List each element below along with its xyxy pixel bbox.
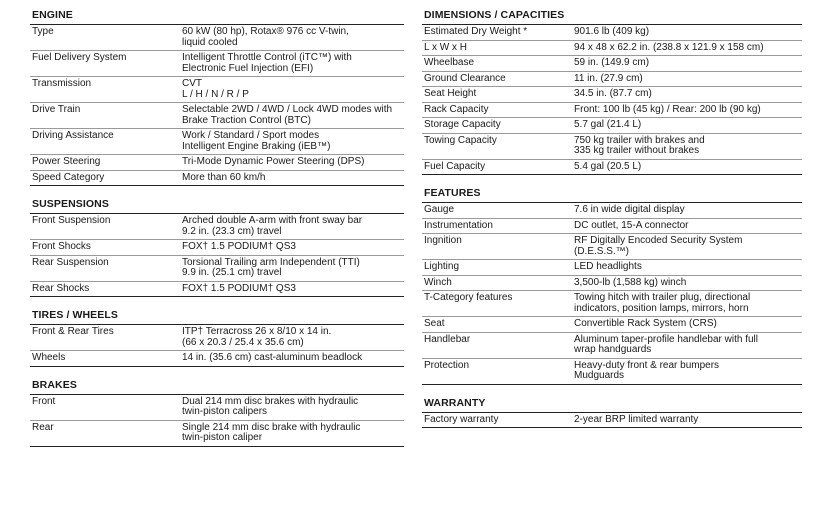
section-title: WARRANTY	[422, 396, 802, 413]
section-engine	[30, 8, 404, 186]
left-column	[30, 8, 404, 458]
spec-row-winch	[422, 276, 802, 292]
spec-label: Storage Capacity	[424, 119, 501, 130]
spec-row-handlebar	[422, 333, 802, 359]
spec-label: Rear	[32, 421, 54, 433]
spec-label: Lighting	[424, 261, 460, 272]
section-brakes	[30, 378, 404, 447]
spec-label: Handlebar	[424, 333, 471, 345]
spec-value: LED headlights	[574, 261, 642, 272]
spec-row-front	[30, 395, 404, 421]
spec-row-rear-suspension	[30, 256, 404, 282]
spec-label: Towing Capacity	[424, 134, 497, 146]
spec-label: Seat	[424, 318, 445, 329]
spec-value: Torsional Trailing arm Independent (TTI) 9.9 in. (25.1 cm) travel	[182, 256, 360, 278]
spec-row-driving-assistance	[30, 129, 404, 155]
spec-value: 2-year BRP limited warranty	[574, 413, 699, 425]
spec-value: 5.7 gal (21.4 L)	[574, 119, 642, 130]
spec-value: 3,500-lb (1,588 kg) winch	[574, 276, 687, 288]
spec-label: Rear Suspension	[32, 256, 109, 268]
spec-row-ingnition	[422, 234, 802, 260]
spec-label: Transmission	[32, 78, 92, 89]
spec-value: FOX† 1.5 PODIUM† QS3	[182, 241, 296, 252]
spec-value: Dual 214 mm disc brakes with hydraulic twin-piston calipers	[182, 395, 359, 417]
spec-label: Gauge	[424, 204, 455, 215]
spec-label: Winch	[424, 276, 452, 288]
section-title: SUSPENSIONS	[30, 197, 404, 214]
spec-label: L x W x H	[424, 41, 467, 53]
spec-label: Fuel Delivery System	[32, 52, 127, 63]
spec-value: 11 in. (27.9 cm)	[574, 72, 643, 84]
spec-value: 59 in. (149.9 cm)	[574, 57, 650, 68]
spec-row-l-x-w-x-h	[422, 41, 802, 57]
spec-label: Wheels	[32, 352, 66, 363]
spec-value: Arched double A-arm with front sway bar 9.2 in. (23.3 cm) travel	[182, 215, 363, 237]
spec-value: 14 in. (35.6 cm) cast-aluminum beadlock	[182, 352, 363, 363]
spec-label: Type	[32, 26, 54, 37]
spec-value: Single 214 mm disc brake with hydraulic twin-piston caliper	[182, 421, 361, 443]
spec-value: Work / Standard / Sport modes Intelligent Engine Braking (iEB™)	[182, 130, 331, 152]
spec-label: Drive Train	[32, 104, 81, 115]
spec-value: CVT L / H / N / R / P	[182, 78, 249, 100]
spec-row-instrumentation	[422, 219, 802, 235]
spec-label: Front Shocks	[32, 241, 91, 252]
spec-row-wheels	[30, 351, 404, 367]
spec-value: Front: 100 lb (45 kg) / Rear: 200 lb (90 kg)	[574, 103, 761, 115]
spec-label: Ingnition	[424, 235, 462, 246]
section-title: FEATURES	[422, 186, 802, 203]
spec-value: Aluminum taper-profile handlebar with full wrap handguards	[574, 333, 758, 355]
spec-row-factory-warranty	[422, 413, 802, 429]
spec-value: 901.6 lb (409 kg)	[574, 26, 650, 37]
spec-row-seat	[422, 317, 802, 333]
spec-value: Tri-Mode Dynamic Power Steering (DPS)	[182, 156, 365, 167]
spec-value: 34.5 in. (87.7 cm)	[574, 88, 652, 99]
spec-label: Front	[32, 395, 56, 407]
spec-value: Heavy-duty front & rear bumpers Mudguards	[574, 359, 720, 381]
spec-row-front-shocks	[30, 240, 404, 256]
spec-row-wheelbase	[422, 56, 802, 72]
spec-value: More than 60 km/h	[182, 171, 266, 183]
section-warranty	[422, 396, 802, 429]
spec-value: 94 x 48 x 62.2 in. (238.8 x 121.9 x 158 cm)	[574, 41, 764, 53]
spec-value: Intelligent Throttle Control (iTC™) with Electronic Fuel Injection (EFI)	[182, 52, 352, 74]
section-tires-wheels	[30, 308, 404, 367]
spec-value: Convertible Rack System (CRS)	[574, 318, 717, 329]
spec-row-rear	[30, 421, 404, 447]
spec-row-t-category-features	[422, 291, 802, 317]
spec-label: Power Steering	[32, 156, 101, 167]
section-title: TIRES / WHEELS	[30, 308, 404, 325]
spec-value: RF Digitally Encoded Security System (D.E.S.S.™)	[574, 235, 743, 257]
spec-row-towing-capacity	[422, 134, 802, 160]
spec-label: T-Category features	[424, 292, 513, 303]
right-column	[422, 8, 802, 439]
spec-value: DC outlet, 15-A connector	[574, 219, 689, 231]
spec-label: Driving Assistance	[32, 130, 114, 141]
section-title: ENGINE	[30, 8, 404, 25]
spec-row-drive-train	[30, 103, 404, 129]
spec-row-storage-capacity	[422, 118, 802, 134]
spec-row-gauge	[422, 203, 802, 219]
spec-label: Rear Shocks	[32, 282, 90, 294]
spec-label: Wheelbase	[424, 57, 475, 68]
spec-row-type	[30, 25, 404, 51]
spec-row-fuel-capacity	[422, 160, 802, 176]
section-suspensions	[30, 197, 404, 297]
spec-row-front-rear-tires	[30, 325, 404, 351]
spec-row-protection	[422, 359, 802, 385]
spec-value: Selectable 2WD / 4WD / Lock 4WD modes with Brake Traction Control (BTC)	[182, 104, 393, 126]
section-title: BRAKES	[30, 378, 404, 395]
spec-value: Towing hitch with trailer plug, directional indicators, position lamps, mirrors, horn	[574, 292, 751, 314]
spec-label: Factory warranty	[424, 413, 499, 425]
spec-label: Estimated Dry Weight *	[424, 26, 528, 37]
spec-row-speed-category	[30, 171, 404, 187]
spec-row-power-steering	[30, 155, 404, 171]
section-features	[422, 186, 802, 385]
spec-label: Rack Capacity	[424, 103, 489, 115]
spec-row-estimated-dry-weight	[422, 25, 802, 41]
spec-label: Front Suspension	[32, 215, 111, 226]
spec-row-rack-capacity	[422, 103, 802, 119]
spec-label: Speed Category	[32, 171, 105, 183]
spec-label: Ground Clearance	[424, 72, 506, 84]
spec-row-ground-clearance	[422, 72, 802, 88]
spec-row-seat-height	[422, 87, 802, 103]
section-dimensions-capacities	[422, 8, 802, 175]
section-title: DIMENSIONS / CAPACITIES	[422, 8, 802, 25]
spec-label: Fuel Capacity	[424, 160, 486, 172]
spec-label: Seat Height	[424, 88, 477, 99]
spec-value: 7.6 in wide digital display	[574, 204, 685, 215]
spec-value: 750 kg trailer with brakes and 335 kg trailer without brakes	[574, 134, 705, 156]
spec-value: 60 kW (80 hp), Rotax® 976 cc V-twin, liquid cooled	[182, 26, 349, 48]
spec-label: Front & Rear Tires	[32, 326, 114, 337]
spec-label: Instrumentation	[424, 219, 493, 231]
spec-value: ITP† Terracross 26 x 8/10 x 14 in. (66 x 20.3 / 25.4 x 35.6 cm)	[182, 326, 332, 348]
spec-value: FOX† 1.5 PODIUM† QS3	[182, 282, 296, 294]
spec-row-fuel-delivery-system	[30, 51, 404, 77]
spec-label: Protection	[424, 359, 470, 371]
spec-row-front-suspension	[30, 214, 404, 240]
spec-value: 5.4 gal (20.5 L)	[574, 160, 642, 172]
spec-row-transmission	[30, 77, 404, 103]
spec-row-lighting	[422, 260, 802, 276]
spec-row-rear-shocks	[30, 282, 404, 298]
